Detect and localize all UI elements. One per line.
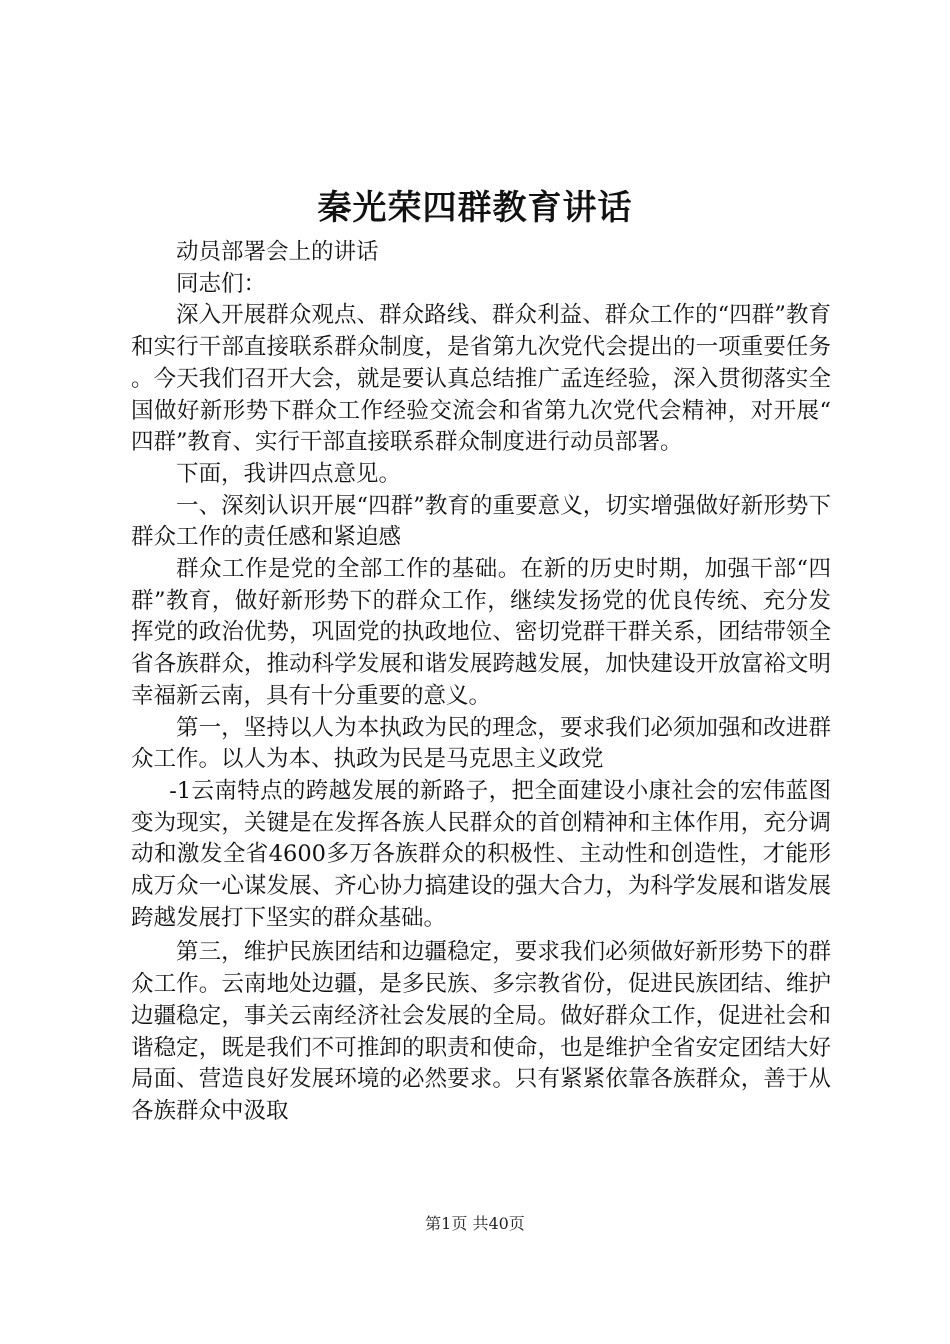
paragraph-salutation: 同志们： — [176, 270, 267, 297]
paragraph-intro: 深入开展群众观点、群众路线、群众利益、群众工作的“四群”教育和实行干部直接联系群众制度，是省第九次党代会提出的一项重要任务。今天我们召开大会，就是要认真总结推广孟连经验，深入贯彻落实全国做好新形势下群众工作经验交流会和省第九次党代会精神，对开展“四群”教育、实行干部直接联系群众制度进行动员部署。 — [131, 302, 831, 456]
document-body — [131, 237, 831, 1128]
paragraph-first-point: 第一，坚持以人为本执政为民的理念，要求我们必须加强和改进群众工作。以人为本、执政为民是马克思主义政党 — [131, 714, 831, 773]
page-number-footer: 第1页 共40页 — [425, 1214, 525, 1233]
paragraph-subtitle: 动员部署会上的讲话 — [176, 239, 379, 265]
document-title: 秦光荣四群教育讲话 — [317, 188, 633, 228]
paragraph-third-point: 第三，维护民族团结和边疆稳定，要求我们必须做好新形势下的群众工作。云南地处边疆，是多民族、多宗教省份，促进民族团结、维护边疆稳定，事关云南经济社会发展的全局。做好群众工作，促进社会和谐稳定，既是我们不可推卸的职责和使命，也是维护全省安定团结大好局面、营造良好发展环境的必然要求。只有紧紧依靠各族群众，善于从各族群众中汲取 — [131, 939, 831, 1124]
paragraph-continuation: -1云南特点的跨越发展的新路子，把全面建设小康社会的宏伟蓝图变为现实，关键是在发挥各族人民群众的首创精神和主体作用，充分调动和激发全省4600多万各族群众的积极性、主动性和创造性，才能形成万众一心谋发展、齐心协力搞建设的强大合力，为科学发展和谐发展跨越发展打下坚实的群众基础。 — [131, 777, 831, 931]
paragraph-mass-work: 群众工作是党的全部工作的基础。在新的历史时期，加强干部“四群”教育，做好新形势下的群众工作，继续发扬党的优良传统、充分发挥党的政治优势，巩固党的执政地位、密切党群干群关系，团结带领全省各族群众，推动科学发展和谐发展跨越发展，加快建设开放富裕文明幸福新云南，具有十分重要的意义。 — [131, 556, 831, 709]
paragraph-section-heading: 一、深刻认识开展“四群”教育的重要意义，切实增强做好新形势下群众工作的责任感和紧迫感 — [131, 492, 831, 551]
paragraph-four-points: 下面，我讲四点意见。 — [176, 460, 402, 487]
